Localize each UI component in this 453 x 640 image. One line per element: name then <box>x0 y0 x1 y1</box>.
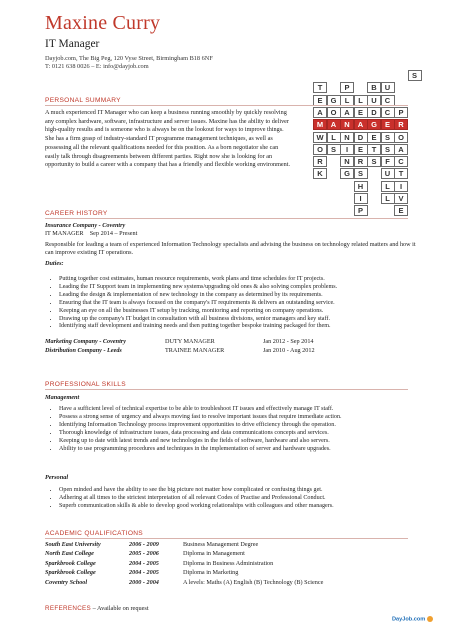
qualification: A levels: Maths (A) English (B) Technology (B) Science <box>183 579 324 586</box>
list-item: • Drawing up the company's IT budget in consultation with all business divisions, senior managers and key staff. <box>59 316 439 324</box>
crossword-tile: E <box>394 205 408 216</box>
list-item: • Leading the design & implementation of new technology in the company as determined by its requirements. <box>59 292 439 300</box>
job-dates: Jan 2010 - Aug 2012 <box>263 347 315 354</box>
logo-mark-icon <box>427 616 433 622</box>
personal-skills-list <box>45 487 439 511</box>
crossword-tile: O <box>394 132 408 143</box>
candidate-name: Maxine Curry <box>45 12 161 34</box>
institution: Coventry School <box>45 579 88 586</box>
list-item: • Thorough knowledge of infrastructure issues, data processing and data communications concepts and services. <box>59 430 439 438</box>
personal-subheading: Personal <box>45 474 69 481</box>
list-item: • Putting together cost estimates, human resource requirements, work plans and time schedules for IT projects. <box>59 276 439 284</box>
crossword-tile: K <box>313 168 327 179</box>
list-item: • Superb communication skills & able to develop good working relationships with colleagues and other managers. <box>59 503 439 511</box>
qualification: Diploma in Management <box>183 550 245 557</box>
list-item: • Have a sufficient level of technical expertise to be able to troubleshoot IT issues and effectively manage IT staff. <box>59 406 439 414</box>
qualification: Diploma in Marketing <box>183 569 239 576</box>
crossword-tile: S <box>367 156 381 167</box>
institution: South East University <box>45 541 101 548</box>
list-item: • Ability to use programming procedures and techniques in the implementation of server and hardware upgrades. <box>59 446 439 454</box>
crossword-tile: O <box>327 107 341 118</box>
crossword-tile: E <box>381 119 395 130</box>
list-item: • Identifying Information Technology process improvement opportunities to drive efficiency through the operation. <box>59 422 439 430</box>
crossword-tile: V <box>394 193 408 204</box>
management-subheading: Management <box>45 394 80 401</box>
contact-details: T: 0121 638 0026 – E: info@dayjob.com <box>45 63 149 70</box>
crossword-tile: S <box>327 144 341 155</box>
crossword-tile: L <box>327 132 341 143</box>
crossword-tile: S <box>381 132 395 143</box>
qualification: Business Management Degree <box>183 541 259 548</box>
crossword-tile: A <box>354 119 368 130</box>
crossword-tile: A <box>340 107 354 118</box>
crossword-tile: T <box>367 144 381 155</box>
crossword-tile: L <box>381 193 395 204</box>
crossword-tile: D <box>367 107 381 118</box>
personal-summary-heading: PERSONAL SUMMARY <box>45 97 121 104</box>
crossword-tile: B <box>367 82 381 93</box>
crossword-tile: T <box>313 82 327 93</box>
crossword-tile: I <box>354 193 368 204</box>
job1-description: Responsible for leading a team of experienced Information Technology specialists and advising the business on technology related matters and how it can improve existing IT operations. <box>45 241 416 257</box>
crossword-tile: G <box>340 168 354 179</box>
crossword-tile: N <box>340 156 354 167</box>
references-label: REFERENCES <box>45 605 92 612</box>
crossword-tile: R <box>354 156 368 167</box>
list-item: • Keeping up to date with latest trends and new technologies in the fields of software, hardware and also servers. <box>59 438 439 446</box>
section-divider <box>45 389 408 390</box>
logo-text: DayJob.com <box>392 616 426 623</box>
crossword-tile: D <box>354 132 368 143</box>
section-divider <box>45 105 408 106</box>
job1-role-dates: IT MANAGER Sep 2014 – Present <box>45 230 138 237</box>
crossword-tile: E <box>354 107 368 118</box>
academic-qualifications-heading: ACADEMIC QUALIFICATIONS <box>45 530 144 537</box>
institution: Sparkbrook College <box>45 569 96 576</box>
crossword-tile: P <box>354 205 368 216</box>
crossword-tile: A <box>394 144 408 155</box>
years: 2004 - 2005 <box>129 560 159 567</box>
job1-duties-list <box>45 276 439 331</box>
crossword-tile: H <box>354 181 368 192</box>
years: 2004 - 2005 <box>129 569 159 576</box>
job1-duties-label: Duties: <box>45 260 64 267</box>
management-skills-list <box>45 406 439 453</box>
crossword-tile: F <box>381 156 395 167</box>
references-line <box>45 605 149 612</box>
crossword-tile: W <box>313 132 327 143</box>
crossword-tile: P <box>394 107 408 118</box>
qualification: Diploma in Business Administration <box>183 560 274 567</box>
crossword-tile: N <box>340 119 354 130</box>
crossword-tile: L <box>354 95 368 106</box>
crossword-tile: E <box>367 132 381 143</box>
section-divider <box>45 538 408 539</box>
years: 2005 - 2006 <box>129 550 159 557</box>
crossword-tile: R <box>394 119 408 130</box>
crossword-tile: U <box>381 168 395 179</box>
crossword-tile: A <box>327 119 341 130</box>
job-title: IT Manager <box>45 38 100 50</box>
institution: Sparkbrook College <box>45 560 96 567</box>
job-dates: Jan 2012 - Sep 2014 <box>263 338 314 345</box>
crossword-tile: M <box>313 119 327 130</box>
crossword-tile: E <box>313 95 327 106</box>
crossword-tile: E <box>354 144 368 155</box>
crossword-tile: R <box>313 156 327 167</box>
crossword-tile: C <box>394 156 408 167</box>
crossword-tile: S <box>408 70 422 81</box>
list-item: • Ensuring that the IT team is always focused on the company's IT requirements & delivers an outstanding service. <box>59 300 439 308</box>
personal-summary-text: A much experienced IT Manager who can keep a business running smoothly by quickly resolving any complex hardware, software, infrastructure and server issues. Maxine has the ability to deliver high-quality results and is someone who is always be on the lookout for ways to improve things. She has a firm grasp of industry-standard IT programme management techniques, as well as possessing all the relevant qualifications needed for this position. As a born negotiator she can easily talk through disagreements between different parties. Right now she is looking for an opportunity to build a career with a company that has a friendly and flexible working environment. <box>45 109 291 169</box>
years: 2006 - 2009 <box>129 541 159 548</box>
crossword-tile: C <box>381 95 395 106</box>
crossword-tile: I <box>394 181 408 192</box>
crossword-tile: G <box>327 95 341 106</box>
list-item: • Adhering at all times to the strictest interpretation of all relevant Codes of Practise and Professional Conduct. <box>59 495 439 503</box>
crossword-tile: G <box>367 119 381 130</box>
crossword-tile: C <box>381 107 395 118</box>
crossword-tile: U <box>381 82 395 93</box>
job1-company: Insurance Company - Coventry <box>45 222 126 229</box>
list-item: • Keeping an eye on all the businesses IT setup by tracking, monitoring and reporting on company operations. <box>59 308 439 316</box>
list-item: • Leading the IT Support team in implementing new systems/upgrading old ones & also solving complex problems. <box>59 284 439 292</box>
references-text: – Available on request <box>91 605 149 612</box>
job-company: Distribution Company - Leeds <box>45 347 122 354</box>
crossword-tile: O <box>313 144 327 155</box>
list-item: • Identifying staff development and training needs and then putting together bespoke training packaged for them. <box>59 323 439 331</box>
address: Dayjob.com, The Big Peg, 120 Vyse Street, Birmingham B18 6NF <box>45 55 213 62</box>
years: 2000 - 2004 <box>129 579 159 586</box>
job-role: DUTY MANAGER <box>165 338 215 345</box>
institution: North East College <box>45 550 94 557</box>
crossword-tile: S <box>381 144 395 155</box>
crossword-tile: L <box>381 181 395 192</box>
crossword-tile: S <box>354 168 368 179</box>
crossword-tile: N <box>340 132 354 143</box>
section-divider <box>45 218 408 219</box>
career-history-heading: CAREER HISTORY <box>45 210 108 217</box>
list-item: • Possess a strong sense of urgency and always moving fast to resolve important issues that require immediate action. <box>59 414 439 422</box>
list-item: • Open minded and have the ability to see the big picture not matter how complicated or confusing things get. <box>59 487 439 495</box>
dayjob-logo <box>392 616 433 622</box>
crossword-tile: A <box>313 107 327 118</box>
crossword-tile: L <box>340 95 354 106</box>
job-company: Marketing Company - Coventry <box>45 338 126 345</box>
crossword-tile: U <box>367 95 381 106</box>
professional-skills-heading: PROFESSIONAL SKILLS <box>45 381 126 388</box>
crossword-tile: I <box>340 144 354 155</box>
job-role: TRAINEE MANAGER <box>165 347 225 354</box>
crossword-tile: T <box>394 168 408 179</box>
crossword-tile: P <box>340 82 354 93</box>
